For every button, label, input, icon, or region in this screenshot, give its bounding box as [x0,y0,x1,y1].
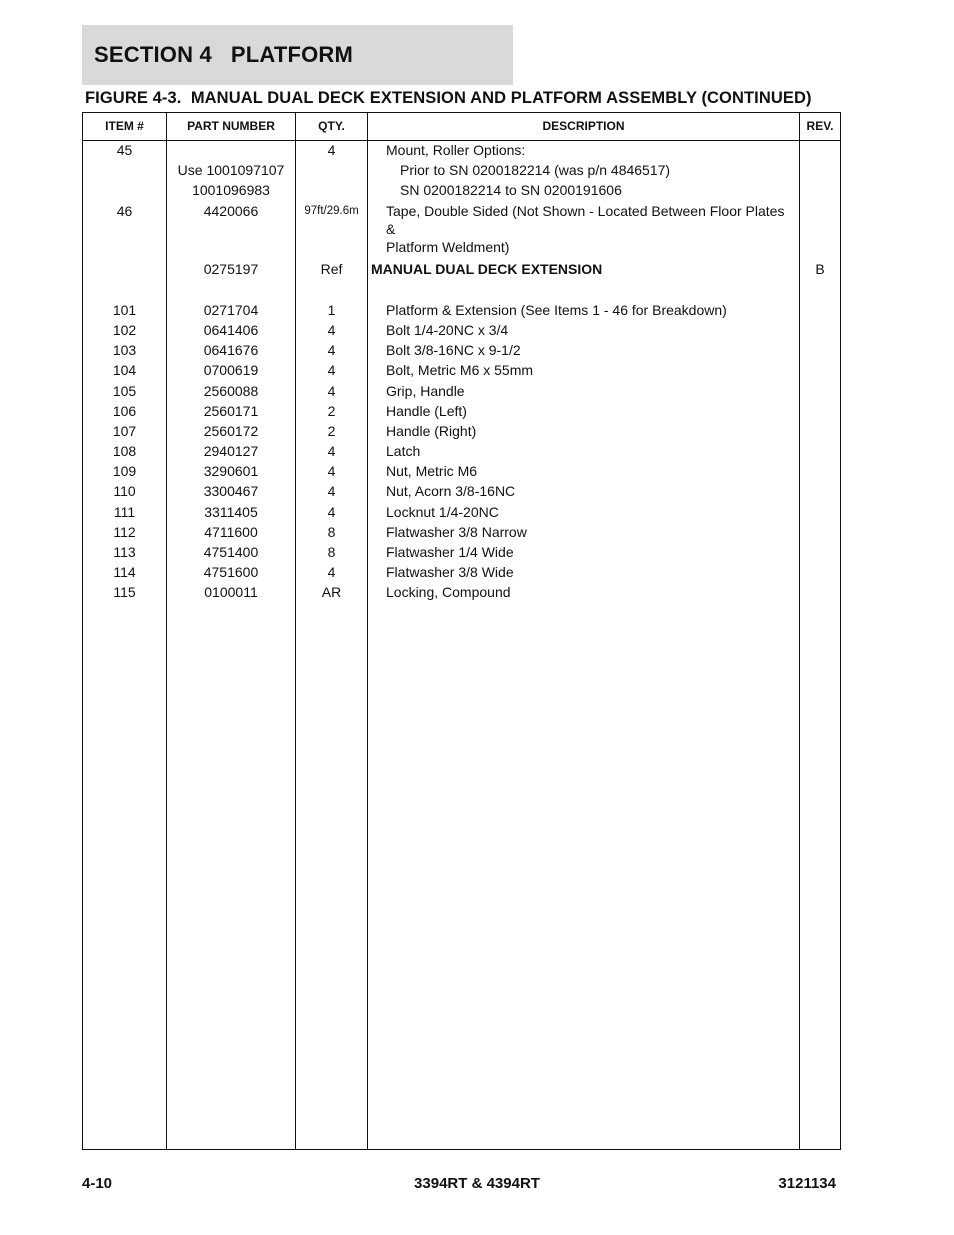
figure-title: FIGURE 4-3. MANUAL DUAL DECK EXTENSION AND PLATFORM ASSEMBLY (CONTINUED) [85,89,812,107]
part-number: 3311405 [204,503,258,520]
description: Grip, Handle [386,382,465,399]
table-header [83,113,840,141]
part-number: 4751600 [203,564,259,581]
item-number: 46 [116,202,133,219]
item-number: 104 [112,362,137,379]
item-number: 113 [113,544,136,560]
part-number: 3300467 [203,483,259,500]
description: Flatwasher 1/4 Wide [386,544,514,560]
description: Flatwasher 3/8 Wide [386,564,514,581]
description: Prior to SN 0200182214 (was p/n 4846517) [400,162,671,179]
quantity: Ref [320,260,343,277]
table-row [83,161,840,181]
description: Bolt 1/4-20NC x 3/4 [386,321,509,338]
part-number: Use 1001097107 [177,162,285,179]
table-row [83,141,840,161]
part-number: 0275197 [203,260,259,277]
table-row [83,361,840,381]
header-part-number: PART NUMBER [187,119,275,133]
part-number: 0271704 [203,301,259,318]
description: Nut, Acorn 3/8-16NC [386,483,516,500]
table-row [83,301,840,321]
table-row [83,583,840,603]
description: Platform & Extension (See Items 1 - 46 for Breakdown) [386,301,727,318]
part-number: 2560172 [203,422,259,439]
section-header [82,25,513,85]
table-body [83,141,840,604]
table-row [83,482,840,502]
item-number: 114 [113,564,136,581]
table-row [83,503,840,523]
quantity: 4 [327,382,336,399]
item-number: 112 [113,523,136,540]
table-row [83,202,840,255]
table-row [83,321,840,341]
part-number: 0700619 [203,362,259,379]
header-rev: REV. [806,119,834,133]
item-number: 106 [112,402,137,419]
description: Bolt 3/8-16NC x 9-1/2 [386,342,521,359]
description: Locknut 1/4-20NC [386,503,499,520]
description: Handle (Left) [386,402,467,419]
section-title: SECTION 4 PLATFORM [94,42,354,67]
part-number: 2940127 [203,443,259,460]
description: Nut, Metric M6 [386,463,478,480]
table-row [83,422,840,442]
description-line: Platform Weldment) [386,238,510,255]
table-row [83,543,840,563]
description: Bolt, Metric M6 x 55mm [386,362,534,379]
item-number: 115 [113,584,136,601]
item-number: 110 [113,483,136,500]
part-number: 1001096983 [192,182,270,199]
item-number: 102 [112,321,137,338]
item-number: 101 [112,301,137,318]
item-number: 107 [112,422,137,439]
header-description: DESCRIPTION [542,119,625,133]
quantity: 4 [327,483,336,500]
part-number: 0100011 [204,584,258,601]
part-number: 2560171 [203,402,259,419]
quantity: 8 [327,544,336,560]
parts-table [82,112,841,1150]
quantity: 2 [327,422,336,439]
table-row [83,402,840,422]
table-row [83,181,840,201]
description: Flatwasher 3/8 Narrow [386,523,527,540]
quantity: 4 [327,342,336,359]
part-number: 4420066 [203,202,259,219]
quantity: 8 [327,523,336,540]
part-number: 4751400 [203,544,259,560]
description: Latch [386,443,421,460]
item-number: 103 [112,342,137,359]
table-row [83,260,840,280]
document-number: 3121134 [778,1175,836,1192]
quantity: 1 [327,301,336,318]
revision: B [815,260,825,277]
item-number: 108 [112,443,137,460]
table-row [83,341,840,361]
item-number: 105 [112,382,137,399]
quantity: 4 [327,463,336,480]
assembly-title: MANUAL DUAL DECK EXTENSION [371,260,603,277]
table-row [83,462,840,482]
part-number: 0641406 [203,321,259,338]
item-number: 109 [112,463,137,480]
part-number: 0641676 [203,342,259,359]
part-number: 2560088 [203,382,259,399]
description: Locking, Compound [386,584,511,601]
table-row [83,523,840,543]
description: Handle (Right) [386,422,477,439]
table-row [83,442,840,462]
quantity: 4 [327,564,336,581]
quantity: 4 [327,142,336,158]
part-number: 4711600 [204,523,258,540]
quantity: 4 [327,321,336,338]
table-row [83,382,840,402]
quantity: 4 [327,362,336,379]
model-name: 3394RT & 4394RT [414,1175,540,1192]
page-number: 4-10 [82,1175,113,1192]
description [386,202,796,256]
description-line: Tape, Double Sided (Not Shown - Located Between Floor Plates & [386,202,785,237]
quantity: AR [321,584,342,601]
quantity: 97ft/29.6m [304,204,359,217]
quantity: 4 [327,503,336,520]
item-number: 45 [116,142,133,158]
part-number: 3290601 [203,463,259,480]
header-qty: QTY. [318,119,345,133]
description: SN 0200182214 to SN 0200191606 [400,182,622,199]
quantity: 2 [327,402,336,419]
table-row [83,563,840,583]
description: Mount, Roller Options: [386,142,526,158]
item-number: 111 [113,503,136,520]
header-item: ITEM # [105,119,144,133]
quantity: 4 [327,443,336,460]
